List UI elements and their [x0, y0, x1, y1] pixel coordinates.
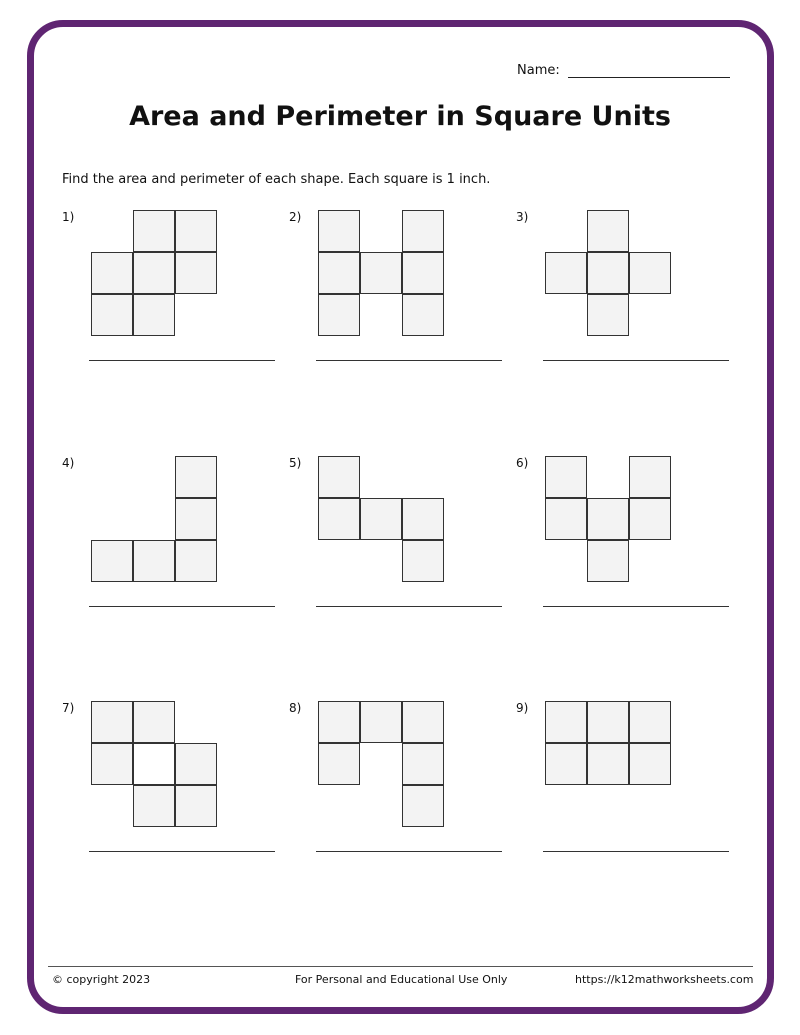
problem-1: [62, 210, 282, 380]
grid-square: [587, 743, 629, 785]
grid-square: [318, 456, 360, 498]
answer-line[interactable]: [316, 360, 502, 361]
problem-number: 6): [516, 456, 529, 470]
grid-square: [587, 252, 629, 294]
grid-square: [133, 540, 175, 582]
problem-2: [289, 210, 509, 380]
grid-square: [587, 210, 629, 252]
name-label: Name:: [517, 63, 560, 78]
page-title: Area and Perimeter in Square Units: [129, 101, 671, 132]
grid-square: [133, 294, 175, 336]
answer-line[interactable]: [89, 360, 275, 361]
grid-square: [318, 701, 360, 743]
answer-line[interactable]: [316, 606, 502, 607]
grid-square: [133, 210, 175, 252]
grid-square: [175, 456, 217, 498]
grid-square: [629, 743, 671, 785]
grid-square: [175, 252, 217, 294]
instructions: Find the area and perimeter of each shape. Each square is 1 inch.: [62, 172, 491, 187]
grid-square: [402, 540, 444, 582]
problem-5: [289, 456, 509, 626]
footer-usage: For Personal and Educational Use Only: [295, 973, 508, 986]
grid-square: [402, 701, 444, 743]
grid-square: [318, 498, 360, 540]
problem-number: 9): [516, 701, 529, 715]
grid-square: [629, 498, 671, 540]
grid-square: [629, 252, 671, 294]
grid-square: [545, 498, 587, 540]
grid-square: [402, 743, 444, 785]
problem-number: 3): [516, 210, 529, 224]
grid-square: [175, 540, 217, 582]
grid-square: [545, 456, 587, 498]
grid-square: [402, 498, 444, 540]
problem-3: [516, 210, 736, 380]
problem-6: [516, 456, 736, 626]
grid-square: [133, 701, 175, 743]
grid-square: [318, 252, 360, 294]
grid-square: [402, 785, 444, 827]
footer-website[interactable]: https://k12mathworksheets.com: [575, 973, 754, 986]
grid-square: [587, 540, 629, 582]
grid-square: [545, 252, 587, 294]
grid-square: [629, 701, 671, 743]
problem-number: 7): [62, 701, 75, 715]
problem-number: 8): [289, 701, 302, 715]
grid-square: [91, 540, 133, 582]
footer-divider: [48, 966, 753, 967]
grid-square: [360, 252, 402, 294]
grid-square: [318, 210, 360, 252]
grid-square: [175, 210, 217, 252]
grid-square: [360, 701, 402, 743]
problem-9: [516, 701, 736, 871]
answer-line[interactable]: [543, 851, 729, 852]
problem-number: 1): [62, 210, 75, 224]
answer-line[interactable]: [89, 606, 275, 607]
grid-square: [545, 701, 587, 743]
grid-square: [175, 498, 217, 540]
grid-square: [402, 210, 444, 252]
answer-line[interactable]: [316, 851, 502, 852]
problem-number: 5): [289, 456, 302, 470]
problem-8: [289, 701, 509, 871]
grid-square: [133, 252, 175, 294]
grid-square: [91, 294, 133, 336]
grid-square: [402, 252, 444, 294]
grid-square: [175, 785, 217, 827]
grid-square: [402, 294, 444, 336]
grid-square: [587, 498, 629, 540]
name-field[interactable]: [568, 77, 730, 78]
grid-square: [318, 294, 360, 336]
grid-square: [91, 701, 133, 743]
grid-square: [91, 252, 133, 294]
grid-square: [545, 743, 587, 785]
footer-copyright: © copyright 2023: [52, 973, 151, 986]
answer-line[interactable]: [89, 851, 275, 852]
grid-square: [318, 743, 360, 785]
problem-number: 2): [289, 210, 302, 224]
grid-square: [91, 743, 133, 785]
grid-square: [587, 294, 629, 336]
answer-line[interactable]: [543, 360, 729, 361]
problem-7: [62, 701, 282, 871]
grid-hole-square: [133, 743, 175, 785]
problem-4: [62, 456, 282, 626]
grid-square: [360, 498, 402, 540]
grid-square: [629, 456, 671, 498]
grid-square: [133, 785, 175, 827]
grid-square: [175, 743, 217, 785]
grid-square: [587, 701, 629, 743]
problem-number: 4): [62, 456, 75, 470]
answer-line[interactable]: [543, 606, 729, 607]
